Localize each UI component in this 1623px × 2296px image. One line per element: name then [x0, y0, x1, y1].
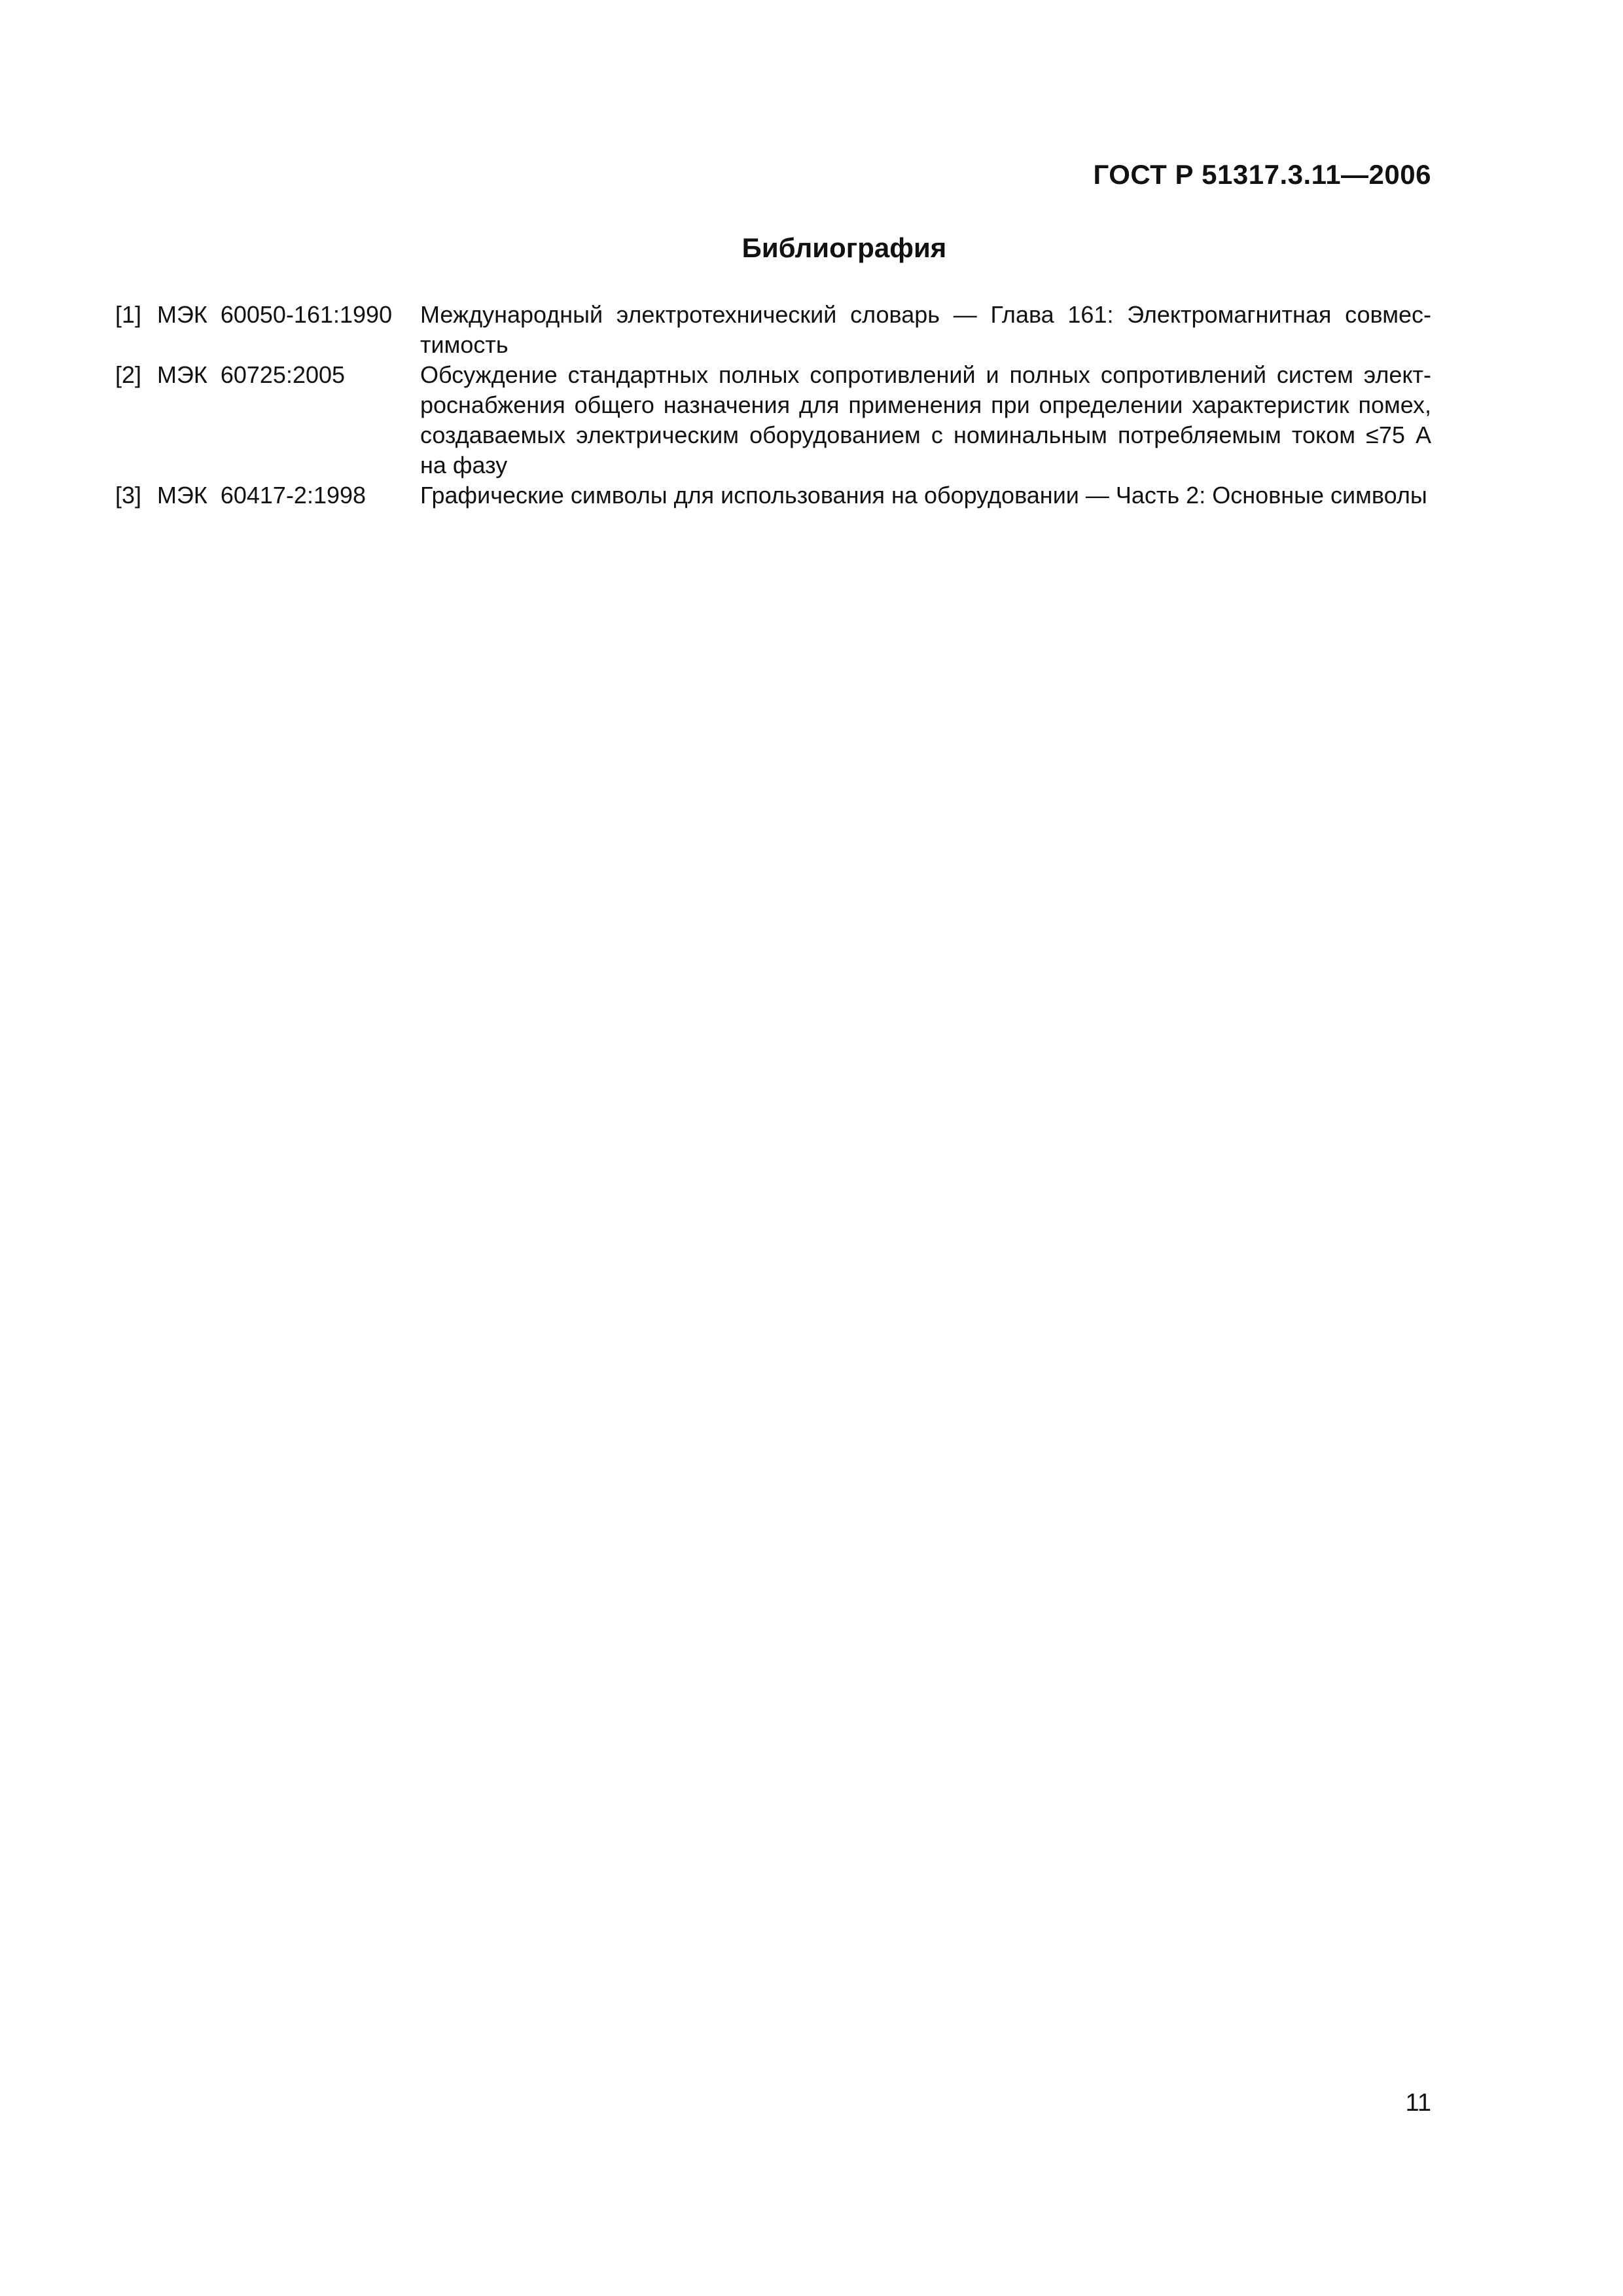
bibliography-entry	[115, 360, 1431, 480]
entry-number: [1]	[115, 301, 142, 328]
entry-title: Графические символы для использования на оборудовании — Часть 2: Основные символы	[420, 482, 1427, 509]
entry-number: [2]	[115, 361, 142, 388]
section-title: Библиография	[741, 232, 947, 263]
entry-standard: МЭК 60417-2:1998	[157, 482, 366, 509]
entry-title: Обсуждение стандартных полных сопротивлений и полных сопротивлений систем электроснабжения общего назначения для применения при определении характеристик помех, создаваемых электрическим оборудованием с номинальным потребляемым током ≤75 А на фазу	[420, 361, 1431, 478]
bibliography-entry	[115, 300, 1431, 360]
entry-standard: МЭК 60725:2005	[157, 361, 346, 388]
entry-number: [3]	[115, 482, 142, 509]
page-number: 11	[1405, 2089, 1431, 2117]
entry-standard: МЭК 60050-161:1990	[157, 301, 393, 328]
bibliography-list	[115, 300, 1431, 511]
document-code: ГОСТ Р 51317.3.11—2006	[1093, 159, 1431, 190]
bibliography-entry	[115, 480, 1431, 511]
entry-title: Международный электротехнический словарь — Глава 161: Электромагнитная совместимость	[420, 301, 1431, 358]
